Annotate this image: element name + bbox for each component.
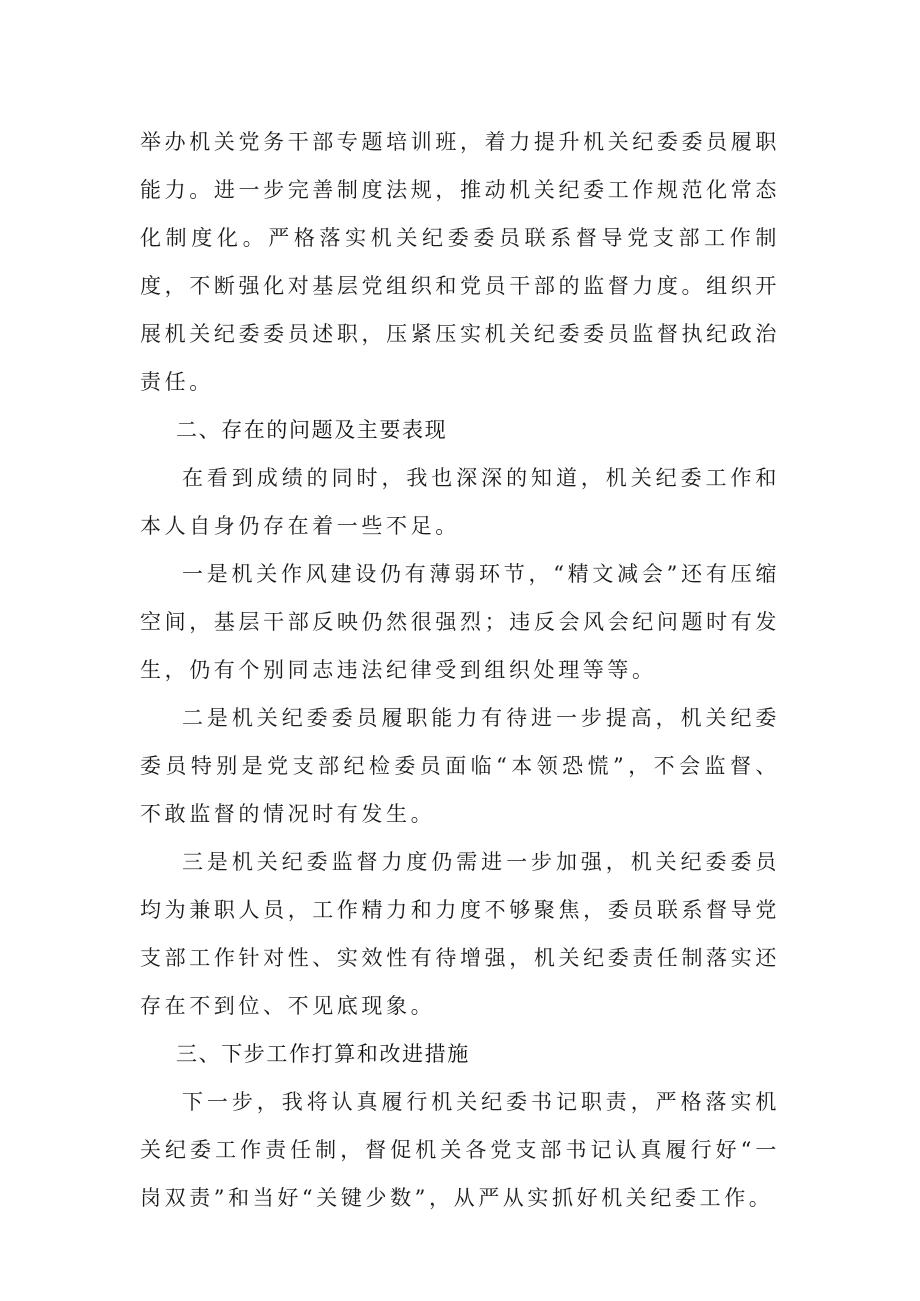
paragraph-shortcomings-intro: 在看到成绩的同时，我也深深的知道，机关纪委工作和本人自身仍存在着一些不足。 [140,466,780,538]
paragraph-problem-three: 三是机关纪委监督力度仍需进一步加强，机关纪委委员均为兼职人员，工作精力和力度不够聚焦，委员联系督导党支部工作针对性、实效性有待增强，机关纪委责任制落实还存在不到位、不见底现象。 [140,850,780,1018]
paragraph-training: 举办机关党务干部专题培训班，着力提升机关纪委委员履职能力。进一步完善制度法规，推动机关纪委工作规范化常态化制度化。严格落实机关纪委委员联系督导党支部工作制度，不断强化对基层党组织和党员干部的监督力度。组织开展机关纪委委员述职，压紧压实机关纪委委员监督执纪政治责任。 [140,130,780,394]
paragraph-next-steps: 下一步，我将认真履行机关纪委书记职责，严格落实机关纪委工作责任制，督促机关各党支部书记认真履行好“一岗双责”和当好“关键少数”，从严从实抓好机关纪委工作。 [140,1090,780,1210]
document-body [140,118,780,1222]
paragraph-problem-one: 一是机关作风建设仍有薄弱环节，“精文减会”还有压缩空间，基层干部反映仍然很强烈；违反会风会纪问题时有发生，仍有个别同志违法纪律受到组织处理等等。 [140,562,780,682]
section-heading-problems: 二、存在的问题及主要表现 [176,418,448,442]
paragraph-problem-two: 二是机关纪委委员履职能力有待进一步提高，机关纪委委员特别是党支部纪检委员面临“本领恐慌”，不会监督、不敢监督的情况时有发生。 [140,706,780,826]
section-heading-next-steps: 三、下步工作打算和改进措施 [176,1042,470,1066]
